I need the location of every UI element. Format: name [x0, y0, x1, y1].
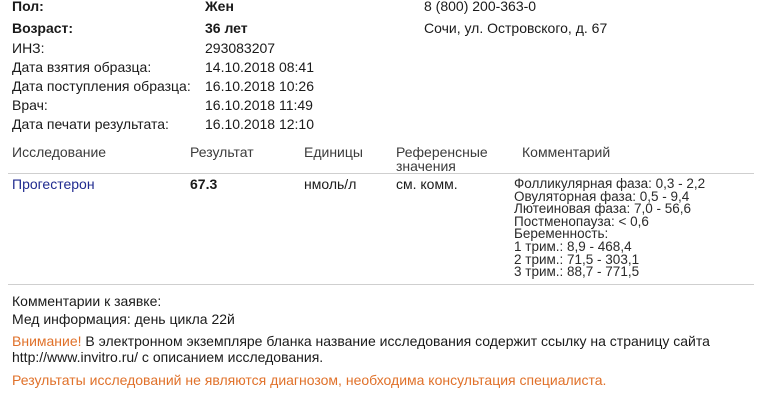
print-date-value: 16.10.2018 12:10: [205, 116, 314, 132]
sample-taken-label: Дата взятия образца:: [12, 59, 152, 75]
col-header-comment: Комментарий: [522, 144, 611, 160]
attention-line: [12, 333, 710, 349]
comment-line: 3 трим.: 88,7 - 771,5: [514, 264, 640, 280]
invitro-link[interactable]: http://www.invitro.ru/: [12, 349, 139, 365]
sample-received-label: Дата поступления образца:: [12, 78, 191, 94]
doctor-value: 16.10.2018 11:49: [205, 97, 313, 113]
table-header-divider: [8, 173, 754, 174]
comment-line: Постменопауза: < 0,6: [514, 213, 649, 229]
link-line: [12, 349, 323, 365]
attention-text: В электронном экземпляре бланка название исследования содержит ссылку на страницу сайта: [81, 333, 710, 349]
link-suffix: с описанием исследования.: [138, 349, 324, 365]
inz-value: 293083207: [205, 40, 276, 56]
comment-block: [514, 178, 705, 279]
sex-label: Пол:: [12, 0, 44, 14]
disclaimer: Результаты исследований не являются диагнозом, необходима консультация специалиста.: [12, 372, 607, 388]
comment-line: 2 трим.: 71,5 - 303,1: [514, 251, 640, 267]
sex-value: Жен: [205, 0, 234, 14]
result-value: 67.3: [190, 176, 218, 192]
comments-title: Комментарии к заявке:: [12, 293, 162, 309]
col-header-result: Результат: [190, 144, 254, 160]
units-value: нмоль/л: [304, 176, 357, 192]
test-name-link[interactable]: Прогестерон: [12, 176, 95, 192]
sample-received-value: 16.10.2018 10:26: [205, 78, 314, 94]
age-label: Возраст:: [12, 20, 74, 36]
lab-address: Сочи, ул. Островского, д. 67: [424, 20, 608, 36]
comment-line: Овуляторная фаза: 0,5 - 9,4: [514, 188, 690, 204]
col-header-ref-line2: значения: [396, 158, 456, 174]
comment-line: Беременность:: [514, 226, 609, 242]
inz-label: ИНЗ:: [12, 40, 45, 56]
age-value: 36 лет: [205, 20, 248, 36]
col-header-test: Исследование: [12, 144, 107, 160]
doctor-label: Врач:: [12, 97, 48, 113]
med-info: Мед информация: день цикла 22й: [12, 311, 235, 327]
col-header-units: Единицы: [304, 144, 363, 160]
ref-value: см. комм.: [396, 176, 458, 192]
table-bottom-divider: [8, 284, 754, 285]
print-date-label: Дата печати результата:: [12, 116, 169, 132]
comment-line: Лютеиновая фаза: 7,0 - 56,6: [514, 201, 692, 217]
comment-line: Фолликулярная фаза: 0,3 - 2,2: [514, 176, 706, 191]
lab-phone: 8 (800) 200-363-0: [424, 0, 537, 14]
sample-taken-value: 14.10.2018 08:41: [205, 59, 314, 75]
attention-word: Внимание!: [12, 333, 82, 349]
col-header-ref-line1: Референсные: [396, 144, 488, 160]
comment-line: 1 трим.: 8,9 - 468,4: [514, 238, 632, 254]
